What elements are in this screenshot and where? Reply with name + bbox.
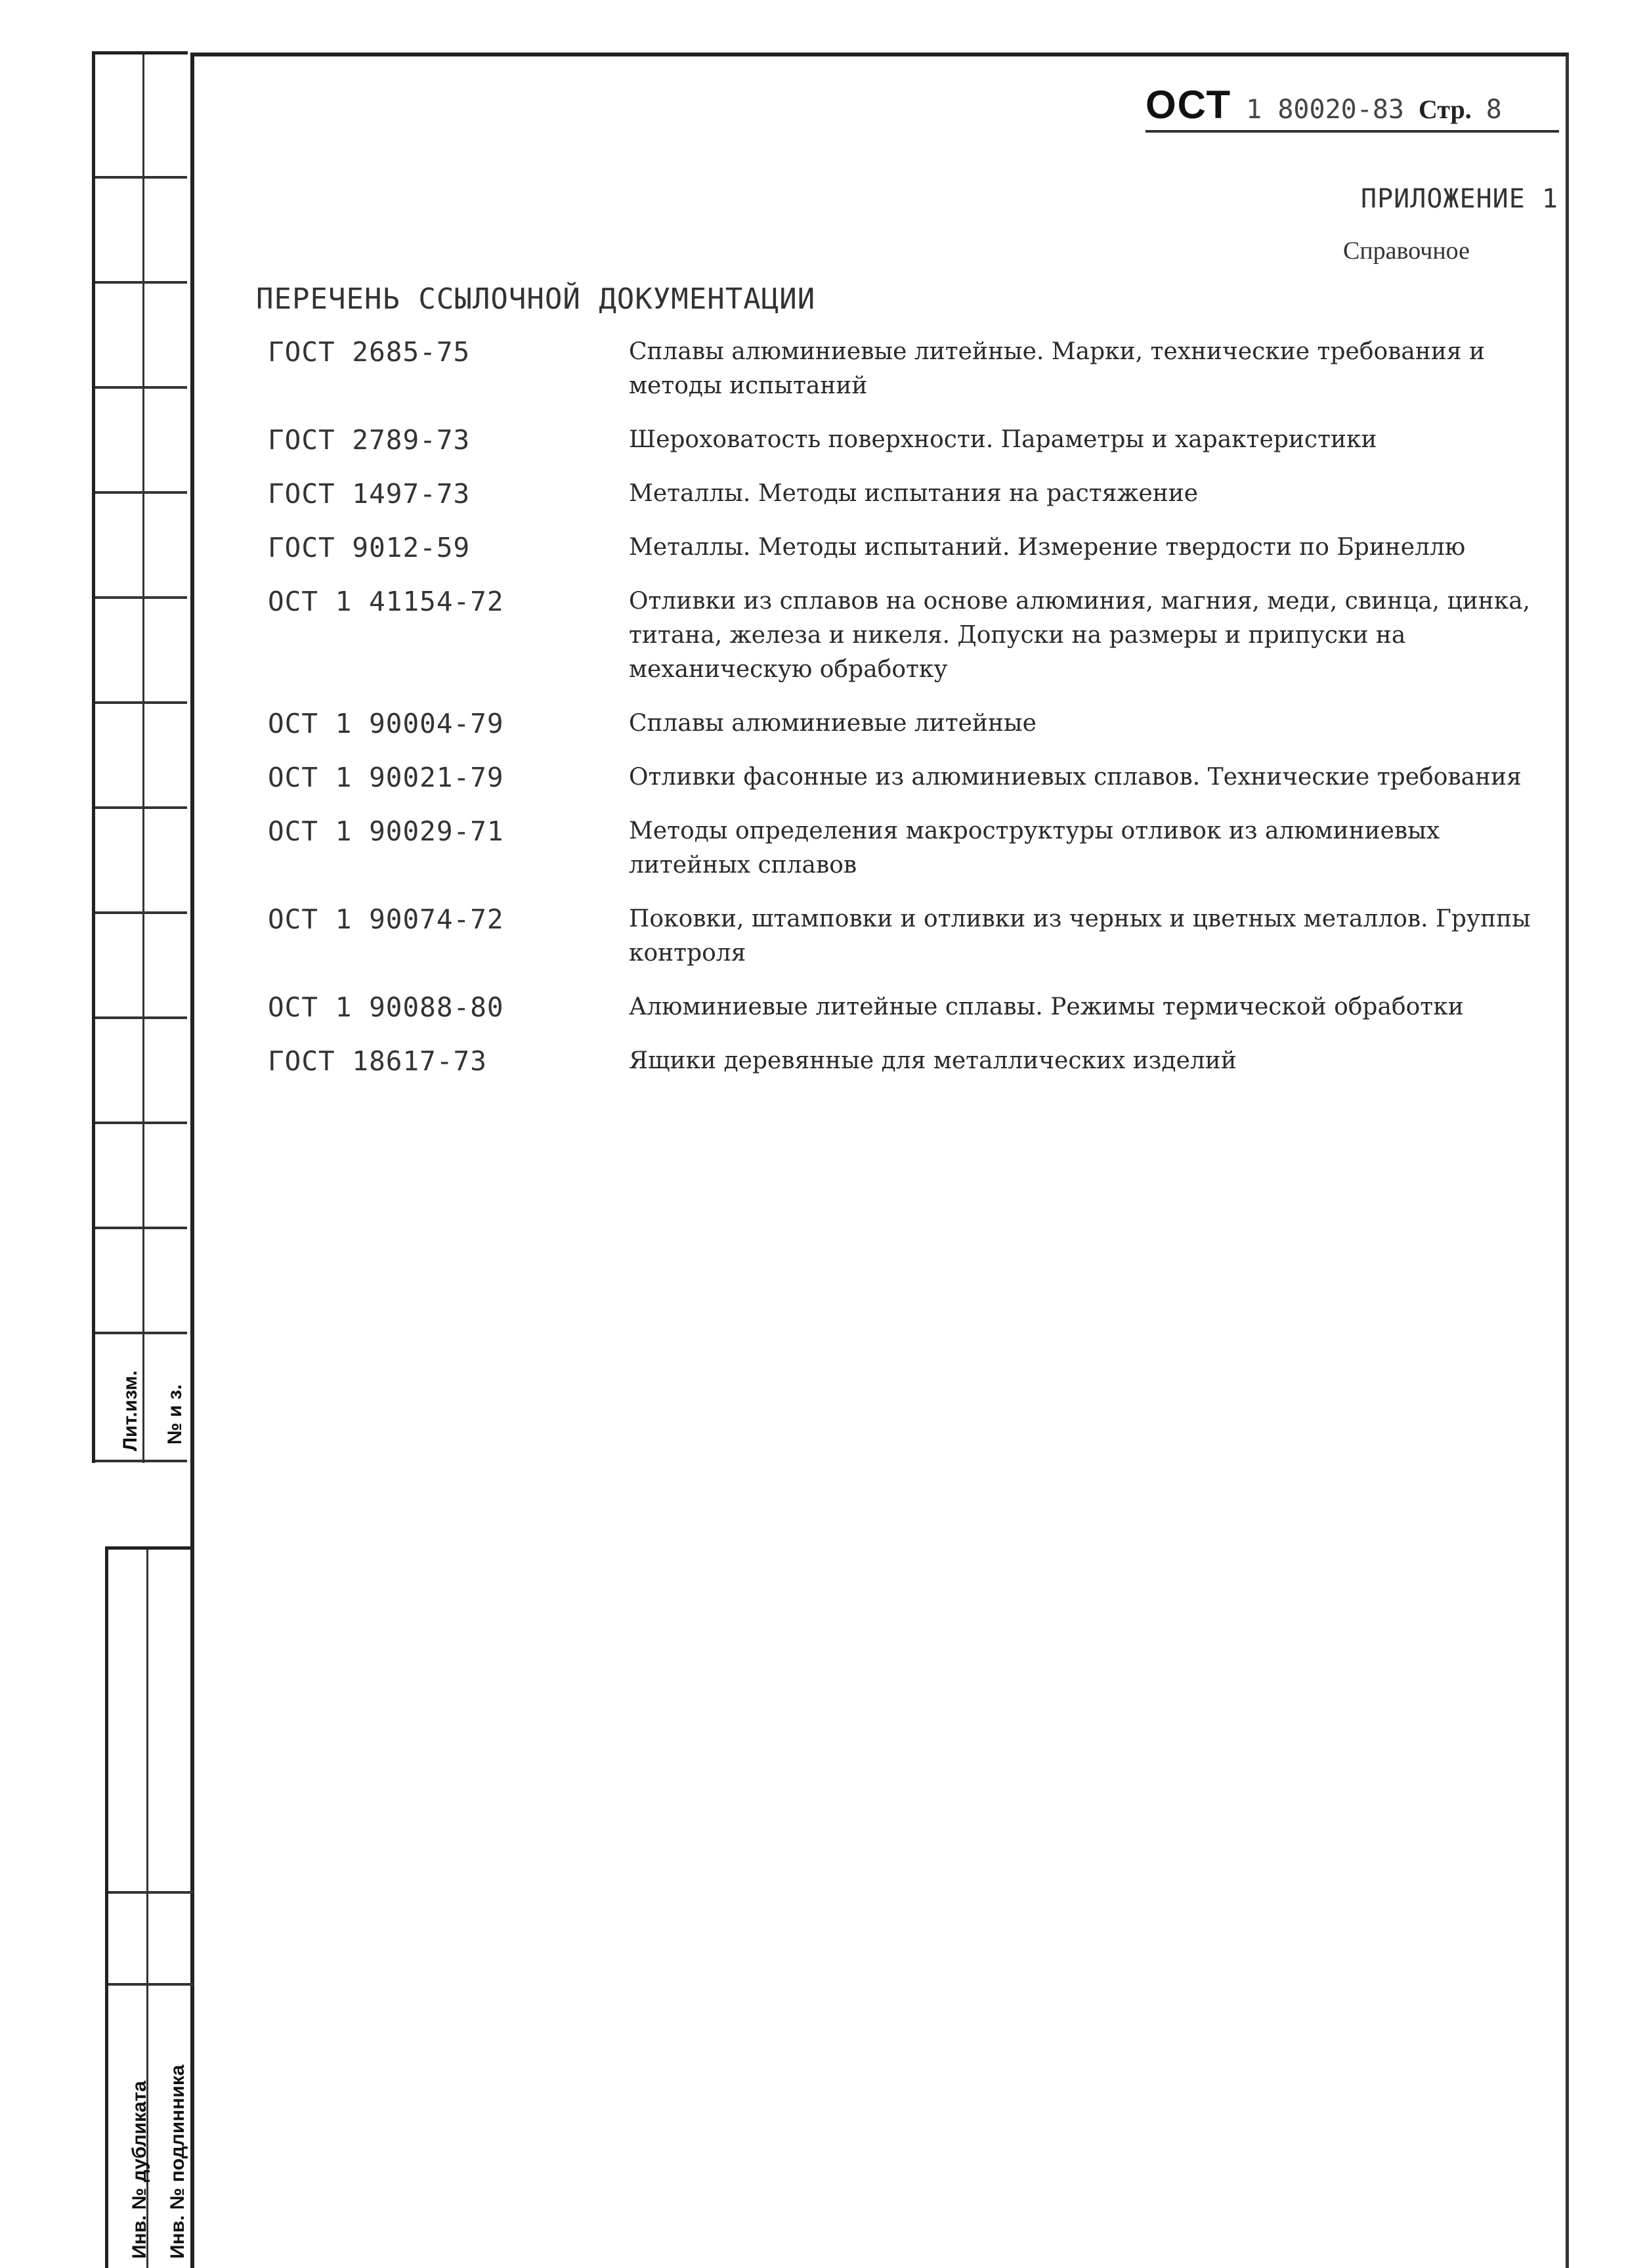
notice-no-label: № и з. [164,1384,186,1445]
page-number: 8 [1486,95,1502,125]
list-item [268,990,1568,1024]
reference-title: Отливки фасонные из алюминиевых сплавов. Технические требования [629,764,1522,791]
list-item [268,335,1568,403]
grid-line [95,1122,187,1124]
grid-line [108,1891,194,1894]
reference-code: ГОСТ 2685-75 [268,336,471,368]
grid-line [95,1460,187,1462]
reference-code: ОСТ 1 90029-71 [268,816,504,847]
document-number: 1 80020-83 [1246,95,1404,125]
reference-code: ГОСТ 1497-73 [268,478,471,510]
grid-line [95,176,187,179]
list-item [268,584,1568,687]
reference-title: Ящики деревянные для металлических изделий [629,1047,1237,1074]
page-label: Стр. [1418,95,1472,124]
reference-title: Методы определения макроструктуры отливок из алюминиевых литейных сплавов [629,818,1440,879]
list-title: ПЕРЕЧЕНЬ ССЫЛОЧНОЙ ДОКУМЕНТАЦИИ [256,282,816,316]
reference-title: Сплавы алюминиевые литейные [629,710,1037,737]
reference-title: Отливки из сплавов на основе алюминия, магния, меди, свинца, цинка, титана, железа и никеля. Допуски на размеры и припуски на механическую обработку [629,588,1531,683]
grid-line [95,701,187,704]
grid-line [95,1332,187,1334]
standard-prefix: ОСТ [1145,83,1232,127]
reference-code: ОСТ 1 90088-80 [268,992,504,1023]
grid-line [95,911,187,914]
grid-line [95,386,187,389]
document-code [1145,82,1559,133]
list-item [268,1044,1568,1078]
grid-line [95,1016,187,1019]
reference-list [268,335,1568,1098]
lit-izm-label: Лит.изм. [119,1370,141,1451]
reference-code: ОСТ 1 90004-79 [268,708,504,739]
duplicate-inventory-label: Инв. № дубликата [129,2080,150,2259]
reference-title: Шероховатость поверхности. Параметры и характеристики [629,426,1377,453]
list-item [268,707,1568,741]
grid-line [95,281,187,284]
reference-title: Металлы. Методы испытаний. Измерение твердости по Бринеллю [629,534,1466,561]
appendix-title: ПРИЛОЖЕНИЕ 1 [1361,184,1558,214]
grid-line [95,806,187,809]
reference-code: ОСТ 1 90021-79 [268,762,504,793]
grid-line [95,596,187,599]
reference-code: ГОСТ 9012-59 [268,532,471,563]
list-item [268,423,1568,457]
reference-code: ОСТ 1 90074-72 [268,904,504,935]
list-item [268,477,1568,511]
grid-line [95,1227,187,1229]
list-item [268,814,1568,883]
margin-stamp-upper [92,51,188,1463]
list-item [268,531,1568,565]
appendix-type: Справочное [1342,237,1470,265]
grid-line [95,491,187,494]
reference-code: ОСТ 1 41154-72 [268,586,504,617]
reference-code: ГОСТ 2789-73 [268,424,471,456]
reference-title: Металлы. Методы испытания на растяжение [629,480,1199,507]
list-item [268,760,1568,795]
reference-title: Сплавы алюминиевые литейные. Марки, технические требования и методы испытаний [629,338,1486,399]
reference-title: Алюминиевые литейные сплавы. Режимы термической обработки [629,993,1464,1020]
reference-code: ГОСТ 18617-73 [268,1045,487,1077]
grid-line [108,1983,194,1986]
original-inventory-label: Инв. № подлинника [167,2064,188,2259]
reference-title: Поковки, штамповки и отливки из черных и цветных металлов. Группы контроля [629,905,1531,967]
list-item [268,902,1568,970]
margin-divider [142,55,144,1463]
